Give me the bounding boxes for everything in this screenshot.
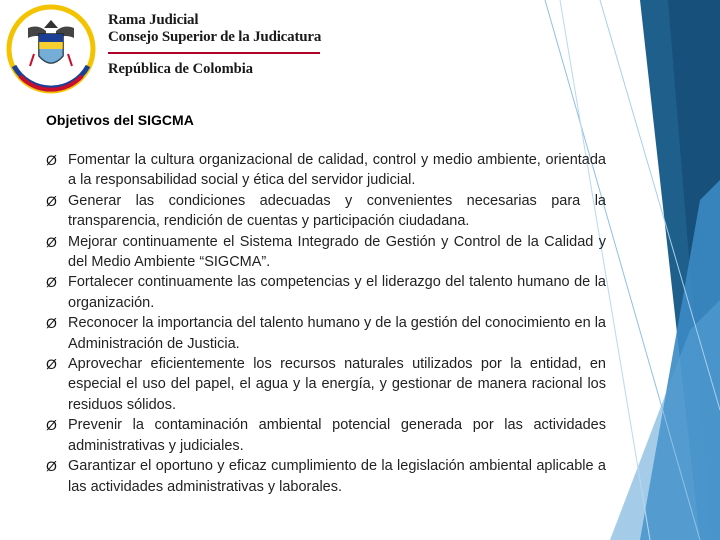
list-item-text: Prevenir la contaminación ambiental potencial generada por las actividades administrativas y judiciales. (68, 417, 606, 454)
arrow-bullet-icon: Ø (46, 274, 57, 291)
arrow-bullet-icon: Ø (46, 152, 57, 168)
pale-blue-triangle (610, 300, 720, 540)
header-line-2: Consejo Superior de la Judicatura (108, 29, 322, 45)
list-item-text: Aprovechar eficientemente los recursos naturales utilizados por la entidad, en especial el uso del papel, el agua y la energía, y gestionar de manera racional los residuos sólidos. (68, 356, 606, 413)
objectives-list (46, 150, 606, 497)
list-item-text: Fomentar la cultura organizacional de calidad, control y medio ambiente, orientada a la responsabilidad social y ética del servidor judicial. (68, 152, 606, 189)
list-item (46, 191, 606, 232)
list-item-text: Generar las condiciones adecuadas y convenientes necesarias para la transparencia, rendición de cuentas y participación ciudadana. (68, 192, 606, 230)
list-item (46, 415, 606, 456)
colombia-coat-of-arms-icon (6, 4, 96, 94)
arrow-bullet-icon: Ø (46, 356, 57, 373)
arrow-bullet-icon: Ø (46, 192, 57, 209)
arrow-bullet-icon: Ø (46, 315, 57, 332)
list-item-text: Fortalecer continuamente las competencias y el liderazgo del talento humano de la organización. (68, 274, 606, 311)
list-item-text: Garantizar el oportuno y eficaz cumplimiento de la legislación ambiental aplicable a las actividades administrativas y laborales. (68, 458, 606, 495)
header-line-1: Rama Judicial (108, 12, 199, 28)
list-item (46, 354, 606, 415)
logo (6, 4, 96, 94)
header-line-3: República de Colombia (108, 61, 254, 77)
arrow-bullet-icon: Ø (46, 458, 57, 475)
list-item (46, 313, 606, 354)
list-item-text: Reconocer la importancia del talento humano y de la gestión del conocimiento en la Administración de Justicia. (68, 315, 606, 352)
list-item-text: Mejorar continuamente el Sistema Integrado de Gestión y Control de la Calidad y del Medio Ambiente “SIGCMA”. (68, 233, 606, 271)
header-divider (108, 52, 320, 54)
arrow-bullet-icon: Ø (46, 233, 57, 250)
list-item (46, 272, 606, 313)
arrow-bullet-icon: Ø (46, 417, 57, 434)
page-title: Objetivos del SIGCMA (46, 112, 194, 128)
list-item (46, 456, 606, 497)
header (108, 12, 321, 78)
list-item (46, 232, 606, 273)
list-item (46, 150, 606, 191)
